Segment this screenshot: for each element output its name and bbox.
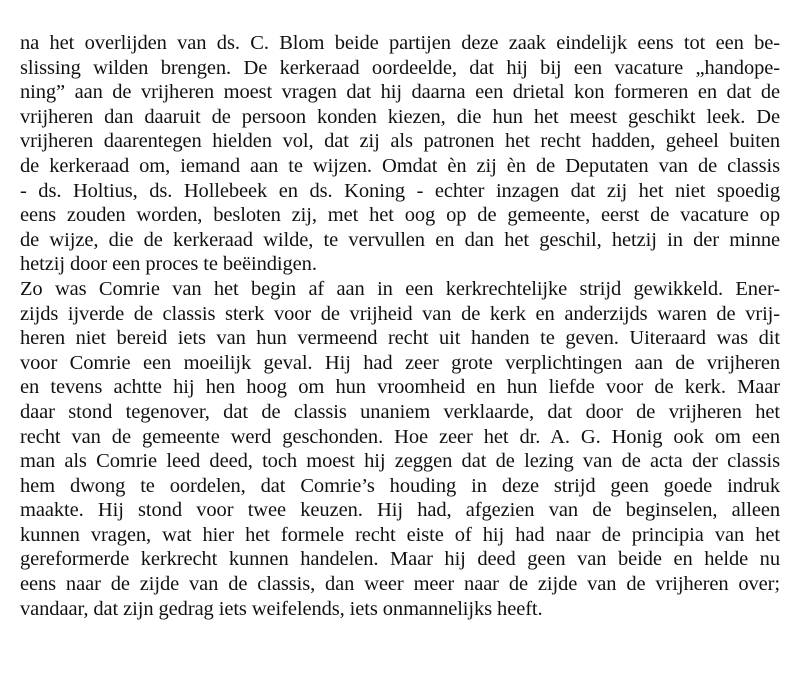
text-line: zijds ijverde de classis sterk voor de vrijheid van de kerk en anderzijds waren de vrij- bbox=[20, 302, 780, 325]
text-line: - ds. Holtius, ds. Hollebeek en ds. Koning - echter inzagen dat zij het niet spoedig bbox=[20, 179, 780, 202]
document-page bbox=[20, 31, 780, 621]
text-line: de kerkeraad om, iemand aan te wijzen. Omdat èn zij èn de Deputaten van de classis bbox=[20, 154, 780, 177]
text-line: kunnen vragen, wat hier het formele recht eiste of hij had naar de principia van het bbox=[20, 523, 780, 546]
text-line: hetzij door een proces te beëindigen. bbox=[20, 253, 317, 276]
text-line: Zo was Comrie van het begin af aan in een kerkrechtelijke strijd gewikkeld. Ener- bbox=[20, 277, 780, 300]
text-line: ning” aan de vrijheren moest vragen dat hij daarna een drietal kon formeren en dat de bbox=[20, 81, 780, 104]
text-line: vrijheren daarentegen hielden vol, dat zij als patronen het recht hadden, geheel buiten bbox=[20, 130, 780, 153]
text-line: vandaar, dat zijn gedrag iets weifelends, iets onmannelijks heeft. bbox=[20, 597, 543, 620]
text-line: eens zouden worden, besloten zij, met het oog op de gemeente, eerst de vacature op bbox=[20, 204, 780, 227]
text-line: recht van de gemeente werd geschonden. Hoe zeer het dr. A. G. Honig ook om een bbox=[20, 425, 780, 448]
text-line: eens naar de zijde van de classis, dan weer meer naar de zijde van de vrijheren over; bbox=[20, 573, 780, 596]
text-line: daar stond tegenover, dat de classis unaniem verklaarde, dat door de vrijheren het bbox=[20, 400, 780, 423]
text-line: voor Comrie een moeilijk geval. Hij had zeer grote verplichtingen aan de vrijheren bbox=[20, 351, 780, 374]
text-line: en tevens achtte hij hen hoog om hun vroomheid en hun liefde voor de kerk. Maar bbox=[20, 376, 780, 399]
text-line: slissing wilden brengen. De kerkeraad oordeelde, dat hij bij een vacature „handope- bbox=[20, 56, 780, 79]
text-line: vrijheren dan daaruit de persoon konden kiezen, die hun het meest geschikt leek. De bbox=[20, 105, 780, 128]
text-line: heren niet bereid iets van hun vermeend recht uit handen te geven. Uiteraard was dit bbox=[20, 327, 780, 350]
paragraph-1 bbox=[20, 31, 780, 277]
text-line: gereformerde kerkrecht kunnen handelen. Maar hij deed geen van beide en helde nu bbox=[20, 548, 780, 571]
paragraph-2 bbox=[20, 277, 780, 621]
text-line: na het overlijden van ds. C. Blom beide partijen deze zaak eindelijk eens tot een be- bbox=[20, 32, 780, 54]
text-line: de wijze, die de kerkeraad wilde, te vervullen en dan het geschil, hetzij in der minne bbox=[20, 228, 780, 251]
text-line: hem dwong te oordelen, dat Comrie’s houding in deze strijd geen goede indruk bbox=[20, 474, 780, 497]
text-line: maakte. Hij stond voor twee keuzen. Hij had, afgezien van de beginselen, alleen bbox=[20, 499, 780, 522]
text-line: man als Comrie leed deed, toch moest hij zeggen dat de lezing van de acta der classis bbox=[20, 450, 780, 473]
